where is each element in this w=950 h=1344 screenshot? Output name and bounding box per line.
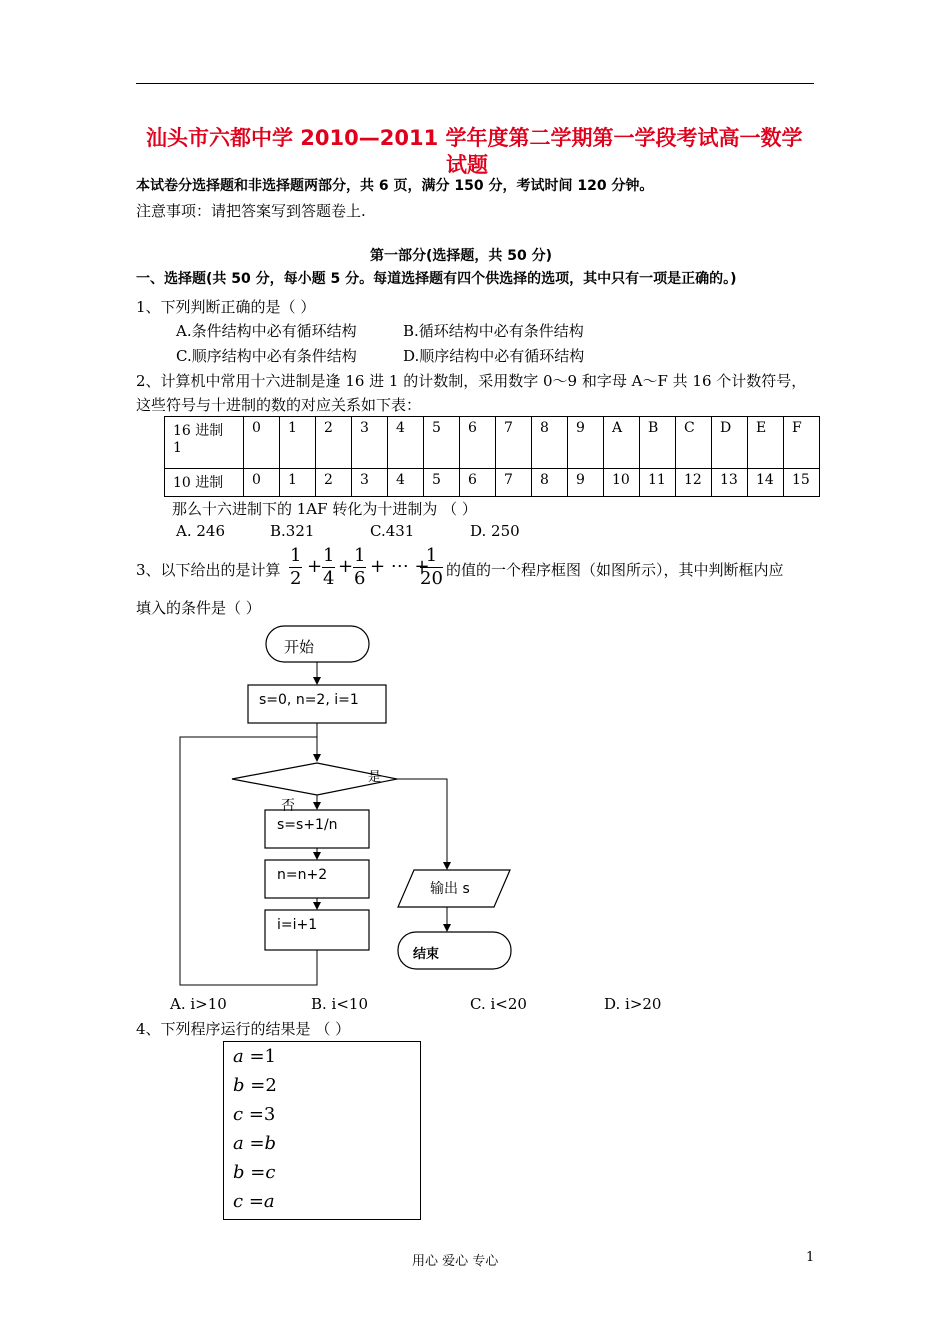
section-heading: 一、选择题(共 50 分，每小题 5 分。每道选择题有四个供选择的选项，其中只有一项是正确的。)	[136, 271, 737, 287]
code-var: b	[233, 1075, 245, 1096]
hex-header-label-wrap: 1	[173, 440, 182, 456]
table-cell: 5	[424, 417, 460, 469]
title-line-1: 汕头市六都中学 2010—2011 学年度第二学期第一学段考试高一数学	[146, 126, 803, 150]
table-cell: 9	[568, 469, 604, 497]
init-label: s=0, n=2, i=1	[259, 692, 359, 708]
q2-stem-line2: 这些符号与十进制的数的对应关系如下表：	[136, 396, 422, 414]
q1-option-d: D.顺序结构中必有循环结构	[403, 347, 585, 365]
q2-option-a: A. 246	[176, 522, 225, 540]
numerator: 1	[354, 545, 366, 566]
table-cell: A	[604, 417, 640, 469]
table-cell: 4	[388, 417, 424, 469]
q1-option-c: C.顺序结构中必有条件结构	[176, 347, 357, 365]
code-value: a	[263, 1191, 275, 1212]
end-label: 结束	[413, 947, 440, 962]
q2-option-c: C.431	[370, 522, 415, 540]
denominator: 20	[420, 568, 443, 589]
code-var: b	[233, 1162, 245, 1183]
code-value: 2	[265, 1075, 277, 1096]
dots-sign: + ⋯ +	[370, 556, 430, 577]
code-line: b =2	[233, 1075, 277, 1096]
code-var: c	[233, 1191, 244, 1212]
table-cell: 3	[352, 417, 388, 469]
code-var: c	[233, 1104, 244, 1125]
table-cell: 0	[244, 469, 280, 497]
start-terminal	[266, 626, 369, 662]
dec-row-header: 10 进制	[165, 469, 244, 497]
numerator: 1	[290, 545, 302, 566]
table-cell: 6	[460, 417, 496, 469]
step2-label: n=n+2	[277, 867, 328, 883]
q2-question: 那么十六进制下的 1AF 转化为十进制为 （ ）	[172, 500, 477, 518]
table-cell: 1	[280, 417, 316, 469]
q3-option-c: C. i<20	[470, 995, 527, 1013]
denominator: 4	[323, 568, 335, 589]
table-cell: 3	[352, 469, 388, 497]
start-label: 开始	[284, 638, 315, 656]
table-cell: 9	[568, 417, 604, 469]
table-cell: 2	[316, 417, 352, 469]
output-label: 输出 s	[430, 881, 470, 897]
table-cell: 8	[532, 417, 568, 469]
q1-option-a: A.条件结构中必有循环结构	[176, 322, 357, 340]
code-var: a	[233, 1133, 244, 1154]
step3-label: i=i+1	[277, 917, 318, 933]
code-value: 3	[263, 1104, 276, 1125]
no-label: 否	[281, 798, 295, 814]
q3-line2: 填入的条件是（ ）	[136, 599, 261, 617]
code-var: a	[233, 1046, 244, 1067]
table-cell: 13	[712, 469, 748, 497]
code-line: a =1	[233, 1046, 276, 1067]
q4-stem: 4、下列程序运行的结果是 （ ）	[136, 1020, 351, 1038]
title-line-2: 试题	[446, 153, 488, 177]
denominator: 2	[290, 568, 302, 589]
plus-sign: +	[307, 556, 323, 577]
table-cell: 5	[424, 469, 460, 497]
table-cell: 7	[496, 469, 532, 497]
table-cell: 4	[388, 469, 424, 497]
notice-text: 注意事项：请把答案写到答题卷上.	[136, 202, 366, 220]
table-cell: E	[748, 417, 784, 469]
numerator: 1	[323, 545, 335, 566]
denominator: 6	[354, 568, 366, 589]
q1-stem: 1、下列判断正确的是（ ）	[136, 298, 316, 316]
table-cell: 2	[316, 469, 352, 497]
q2-stem-line1: 2、计算机中常用十六进制是逢 16 进 1 的计数制，采用数字 0～9 和字母 A～F 共 16 个计数符号，	[136, 372, 807, 390]
q2-option-d: D. 250	[470, 522, 520, 540]
table-cell: 8	[532, 469, 568, 497]
numerator: 1	[420, 545, 443, 568]
table-cell: F	[784, 417, 820, 469]
table-cell: 1	[280, 469, 316, 497]
q3-suffix: 的值的一个程序框图（如图所示），其中判断框内应	[446, 561, 784, 579]
table-cell: 7	[496, 417, 532, 469]
step1-label: s=s+1/n	[277, 817, 338, 833]
table-cell: 15	[784, 469, 820, 497]
intro-text: 本试卷分选择题和非选择题两部分，共 6 页，满分 150 分，考试时间 120 分钟。	[136, 178, 654, 194]
q3-option-b: B. i<10	[311, 995, 369, 1013]
hex-header-label: 16 进制	[173, 423, 224, 439]
table-cell: 12	[676, 469, 712, 497]
code-value: 1	[264, 1046, 276, 1067]
code-line: b =c	[233, 1162, 276, 1183]
code-value: c	[265, 1162, 276, 1183]
code-line: c =a	[233, 1191, 275, 1212]
table-cell: C	[676, 417, 712, 469]
table-cell: 6	[460, 469, 496, 497]
plus-sign: +	[338, 556, 354, 577]
table-cell: D	[712, 417, 748, 469]
footer-slogan: 用心 爱心 专心	[412, 1254, 499, 1269]
part1-heading: 第一部分(选择题，共 50 分)	[370, 248, 553, 264]
code-value: b	[264, 1133, 277, 1154]
q2-option-b: B.321	[270, 522, 315, 540]
q3-option-a: A. i>10	[170, 995, 227, 1013]
table-cell: 11	[640, 469, 676, 497]
table-cell: B	[640, 417, 676, 469]
code-line: a =b	[233, 1133, 277, 1154]
table-cell: 14	[748, 469, 784, 497]
page-number: 1	[806, 1250, 815, 1265]
q1-option-b: B.循环结构中必有条件结构	[403, 322, 584, 340]
yes-branch-line	[397, 779, 447, 868]
yes-label: 是	[368, 770, 382, 785]
table-cell: 10	[604, 469, 640, 497]
q3-option-d: D. i>20	[604, 995, 662, 1013]
code-line: c =3	[233, 1104, 276, 1125]
table-cell: 0	[244, 417, 280, 469]
q3-prefix: 3、以下给出的是计算	[136, 561, 281, 579]
